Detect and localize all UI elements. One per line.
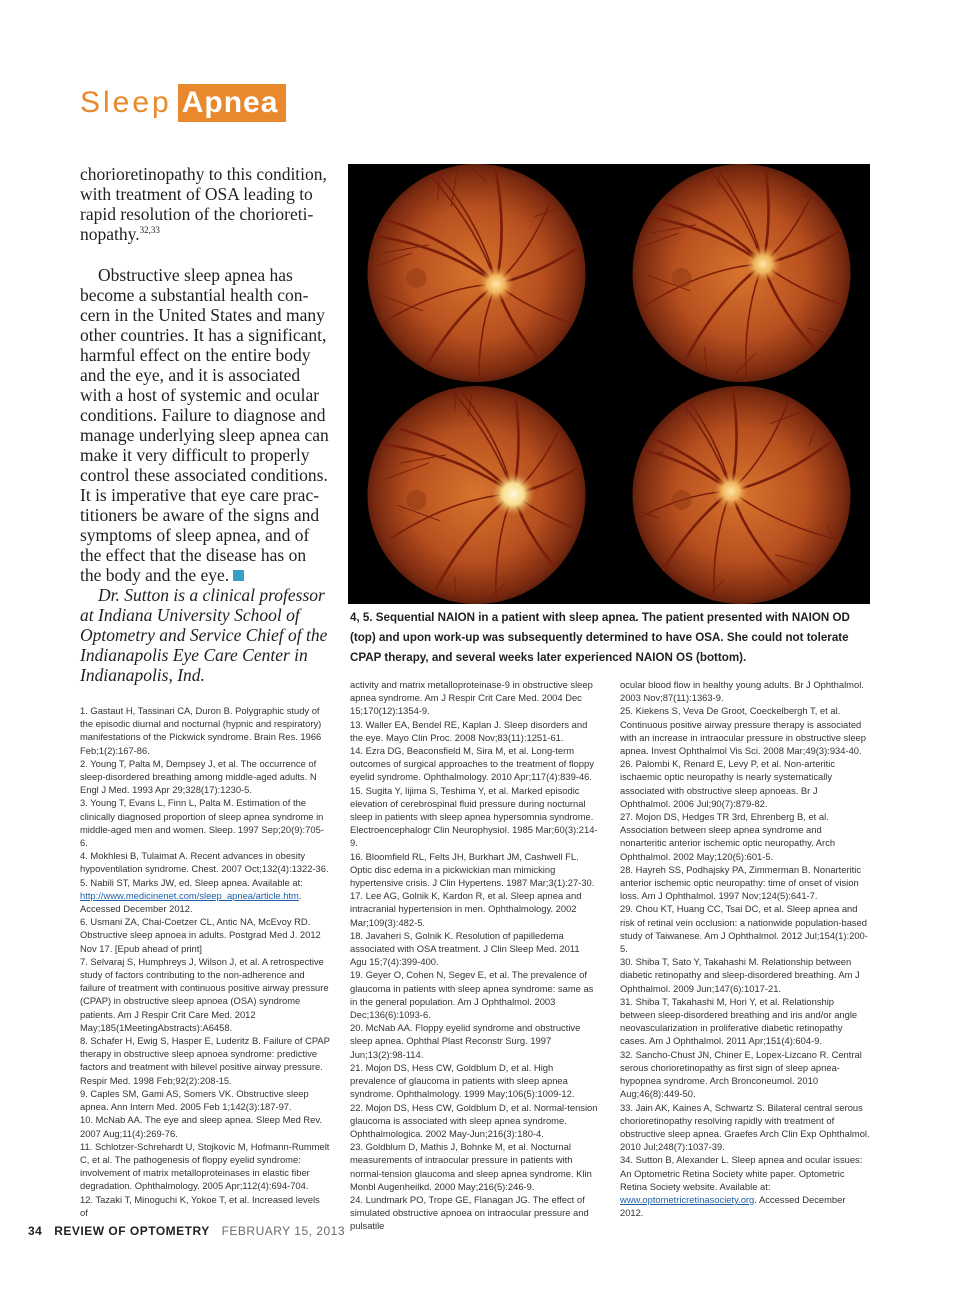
reference-item: 16. Bloomfield RL, Felts JH, Burkhart JM, Cashwell FL. Optic disc edema in a pickwickian man mimicking hypertensive crisis. J Clin Hypertens. 1987 Mar;3(1):27-30. [350,850,595,889]
page-footer [28,1224,345,1238]
reference-item: 15. Sugita Y, Iijima S, Teshima Y, et al. Marked episodic elevation of cerebrospinal fluid pressure during nocturnal sleep in patients with sleep apnea hypersomnia syndrome. Electroencephalogr Clin Neurophysiol. 1985 Mar;60(3):214-9. [350,784,598,849]
reference-item [80,876,330,916]
reference-item: 28. Hayreh SS, Podhajsky PA, Zimmerman B. Nonarteritic anterior ischemic optic neuropathy: time of onset of vision loss. Am J Ophthalmol. 1997 Nov;124(5):641-7. [620,863,862,902]
page-number: 34 [28,1224,43,1238]
reference-item: 25. Kiekens S, Veva De Groot, Coeckelbergh T, et al. Continuous positive airway pressure therapy is associated with an increase in intraocular pressure in obstructive sleep apnea. Invest Ophthalmol Vis Sci. 2008 Mar;49(3):934-40. [620,705,866,757]
fundus-image [348,386,605,604]
references-column-1 [80,704,330,1219]
figure-caption: 4, 5. Sequential NAION in a patient with sleep apnea. The patient presented with NAION OD (top) and upon work-up was subsequently determined to have OSA. She could not tolerate CPAP therapy, and several weeks later experienced NAION OS (bottom). [350,611,850,664]
reference-item: 10. McNab AA. The eye and sleep apnea. Sleep Med Rev. 2007 Aug;11(4):269-76. [80,1114,322,1139]
reference-item: 14. Ezra DG, Beaconsfield M, Sira M, et al. Long-term outcomes of surgical approaches to the treatment of floppy eyelid syndrome. Ophthalmology. 2010 Apr;117(4):839-46. [350,745,594,783]
reference-item: 4. Mokhlesi B, Tulaimat A. Recent advances in obesity hypoventilation syndrome. Chest. 2007 Oct;132(4):1322-36. [80,850,329,875]
reference-item: ocular blood flow in healthy young adults. Br J Ophthalmol. 2003 Nov;87(11):1363-9. [620,679,864,704]
reference-item: 9. Caples SM, Gami AS, Somers VK. Obstructive sleep apnea. Ann Intern Med. 2005 Feb 1;142(3):187-97. [80,1087,309,1113]
reference-item: 33. Jain AK, Kaines A, Schwartz S. Bilateral central serous chorioretinopathy resolving rapidly with treatment of obstructive sleep apnea. Graefes Arch Clin Exp Ophthalmol. 2010 Jul;248(7):1037-39. [620,1101,870,1153]
reference-item: 7. Selvaraj S, Humphreys J, Wilson J, et al. A retrospective study of factors contributing to the non-adherence and failure of treatment with continuous positive airway pressure (CPAP) in obstructive sleep apnoea (OSA) syndrome patients. Am J Respir Crit Care Med. 2012 May;185(1MeetingAbstracts):A6458. [80,955,329,1033]
reference-item: 8. Schafer H, Ewig S, Hasper E, Luderitz B. Failure of CPAP therapy in obstructive sleep apnoea syndrome: predictive factors and treatment with bilevel positive airway pressure. Respir Med. 1998 Feb;92(2):208-15. [80,1035,330,1086]
references-column-3 [620,678,870,1219]
reference-item: 31. Shiba T, Takahashi M, Hori Y, et al. Relationship between sleep-disordered breathing and iris and/or angle neovascularization in proliferative diabetic retinopathy cases. Am J Ophthalmol. 2011 Apr;151(4):604-9. [620,995,858,1047]
end-mark-icon [233,570,244,581]
citation-superscript: 32,33 [139,225,160,236]
paragraph-1 [80,164,330,244]
paragraph-2-text: Obstructive sleep apnea has become a substantial health concern in the United States and many other countries. It has a significant, harmful effect on the entire body and the eye, and it is associated with a host of systemic and ocular conditions. Failure to diagnose and manage underlying sleep apnea can make it very difficult to properly control these associated conditions. It is imperative that eye care practitioners be aware of the signs and symptoms of sleep apnea, and of the effect that the disease has on the body and the eye. [80,265,329,585]
fundus-photo-bottom-left [348,386,605,604]
reference-item: 22. Mojon DS, Hess CW, Goldblum D, et al. Normal-tension glaucoma is associated with sleep apnea syndrome. Ophthalmologica. 2002 May-Jun;216(3):180-4. [350,1101,598,1139]
reference-text: . Accessed December 2012. [620,1193,846,1219]
fundus-image [613,386,870,604]
reference-text: 5. Nabili ST, Marks JW, ed. Sleep apnea. Available at: [80,876,303,888]
reference-item: 27. Mojon DS, Hedges TR 3rd, Ehrenberg B, et al. Association between sleep apnea syndrome and nonarteritic anterior ischemic optic neuropathy. Arch Ophthalmol. 2002 May;120(5):601-5. [620,811,836,862]
reference-item [620,1153,870,1219]
section-title-apnea: Apnea [178,84,287,122]
fundus-photo-bottom-right [613,386,870,604]
reference-item: 29. Chou KT, Huang CC, Tsai DC, et al. Sleep apnea and risk of retinal vein occlusion: a nationwide population-based study of Taiwanese. Am J Ophthalmol. 2012 Jul;154(1):200-5. [620,903,868,955]
reference-item: activity and matrix metalloproteinase-9 in obstructive sleep apnea syndrome. Am J Respir Crit Care Med. 2004 Dec 15;170(12):1354-9. [350,679,593,717]
reference-item: 11. Schlotzer-Schrehardt U, Stojkovic M, Hofmann-Rummelt C, et al. The pathogenesis of floppy eyelid syndrome: involvement of matrix metalloproteinases in elastic fiber degradation. Ophthalmology. 2005 Apr;112(4):694-704. [80,1140,330,1192]
reference-item: 17. Lee AG, Golnik K, Kardon R, et al. Sleep apnea and intracranial hypertension in men. Ophthalmology. 2002 Mar;109(3):482-5. [350,890,582,928]
section-title-sleep: Sleep [80,86,172,119]
reference-item: 1. Gastaut H, Tassinari CA, Duron B. Polygraphic study of the episodic diurnal and nocturnal (hypnic and respiratory) manifestations of the Pickwick syndrome. Brain Res. 1966 Feb;1(2):167-86. [80,705,322,756]
author-bio: Dr. Sutton is a clinical professor at Indiana University School of Optometry and Service Chief of the Indianapolis Eye Care Center in Indianapolis, Ind. [80,585,328,685]
reference-item: 6. Usmani ZA, Chai-Coetzer CL, Antic NA, McEvoy RD. Obstructive sleep apnoea in adults. Postgrad Med J. 2012 Nov 17. [Epub ahead of print] [80,916,321,954]
reference-item: 23. Goldblum D, Mathis J, Bohnke M, et al. Nocturnal measurements of intraocular pressure in patients with normal-tension glaucoma and sleep apnea syndrome. Klin Monbl Augenheilkd. 2000 May;216(5):246-9. [350,1141,592,1192]
reference-item: 13. Waller EA, Bendel RE, Kaplan J. Sleep disorders and the eye. Mayo Clin Proc. 2008 Nov;83(11):1251-61. [350,718,588,743]
reference-item: 2. Young T, Palta M, Dempsey J, et al. The occurrence of sleep-disordered breathing among middle-aged adults. N Engl J Med. 1993 Apr 29;328(17):1230-5. [80,757,317,796]
fundus-photo-top-left [348,164,605,382]
reference-item: 3. Young T, Evans L, Finn L, Palta M. Estimation of the clinically diagnosed proportion of sleep apnea syndrome in middle-aged men and women. Sleep. 1997 Sep;20(9):705-6. [80,797,324,849]
reference-link[interactable]: www.optometricretinasociety.org [620,1193,755,1205]
section-header [80,84,286,122]
reference-item: 26. Palombi K, Renard E, Levy P, et al. Non-arteritic ischaemic optic neuropathy is nearly systematically associated with obstructive sleep apnoeas. Br J Ophthalmol. 2006 Jul;90(7):879-82. [620,758,836,809]
fundus-photo-top-right [613,164,870,382]
figure-fundus-photos [348,164,870,604]
reference-item: 18. Javaheri S, Golnik K. Resolution of papilledema associated with OSA treatment. J Clin Sleep Med. 2011 Agu 15;7(4):399-400. [350,929,580,968]
issue-date: FEBRUARY 15, 2013 [221,1224,346,1238]
reference-item: 12. Tazaki T, Minoguchi K, Yokoe T, et al. Increased levels of [80,1193,320,1218]
reference-item: 24. Lundmark PO, Trope GE, Flanagan JG. The effect of simulated obstructive apnoea on intraocular pressure and pulsatile [350,1193,589,1232]
reference-item: 19. Geyer O, Cohen N, Segev E, et al. The prevalence of glaucoma in patients with sleep apnea syndrome: same as in the general population. Am J Ophthalmol. 2003 Dec;136(6):1093-6. [350,969,594,1021]
reference-item: 32. Sancho-Chust JN, Chiner E, Lopex-Lizcano R. Central serous chorioretinopathy as first sign of sleep apnea-hypopnea syndrome. Arch Bronconeumol. 2010 Aug;46(8):449-50. [620,1048,862,1100]
fundus-image [613,164,870,382]
magazine-name: REVIEW OF OPTOMETRY [54,1224,210,1238]
reference-text: . Accessed December 2012. [80,889,302,915]
paragraph-2 [80,265,330,585]
article-body [80,164,330,685]
reference-item: 21. Mojon DS, Hess CW, Goldblum D, et al. High prevalence of glaucoma in patients with sleep apnea syndrome. Ophthalmology. 1999 May;106(5):1009-12. [350,1061,575,1100]
references-column-2 [350,678,598,1233]
reference-item: 30. Shiba T, Sato Y, Takahashi M. Relationship between diabetic retinopathy and sleep-disordered breathing. Am J Ophthalmol. 2009 Jun;147(6):1017-21. [620,956,860,994]
reference-link[interactable]: http://www.medicinenet.com/sleep_apnea/article.htm [80,889,299,901]
reference-item: 20. McNab AA. Floppy eyelid syndrome and obstructive sleep apnea. Ophthal Plast Reconstr Surg. 1997 Jun;13(2):98-114. [350,1022,581,1060]
reference-text: 34. Sutton B, Alexander L. Sleep apnea and ocular issues: An Optometric Retina Society white paper. Optometric Retina Society website. Available at: [620,1154,863,1192]
paragraph-1-text: chorioretinopathy to this condition, with treatment of OSA leading to rapid resolution of the chorioretinopathy. [80,164,327,244]
fundus-image [348,164,605,382]
